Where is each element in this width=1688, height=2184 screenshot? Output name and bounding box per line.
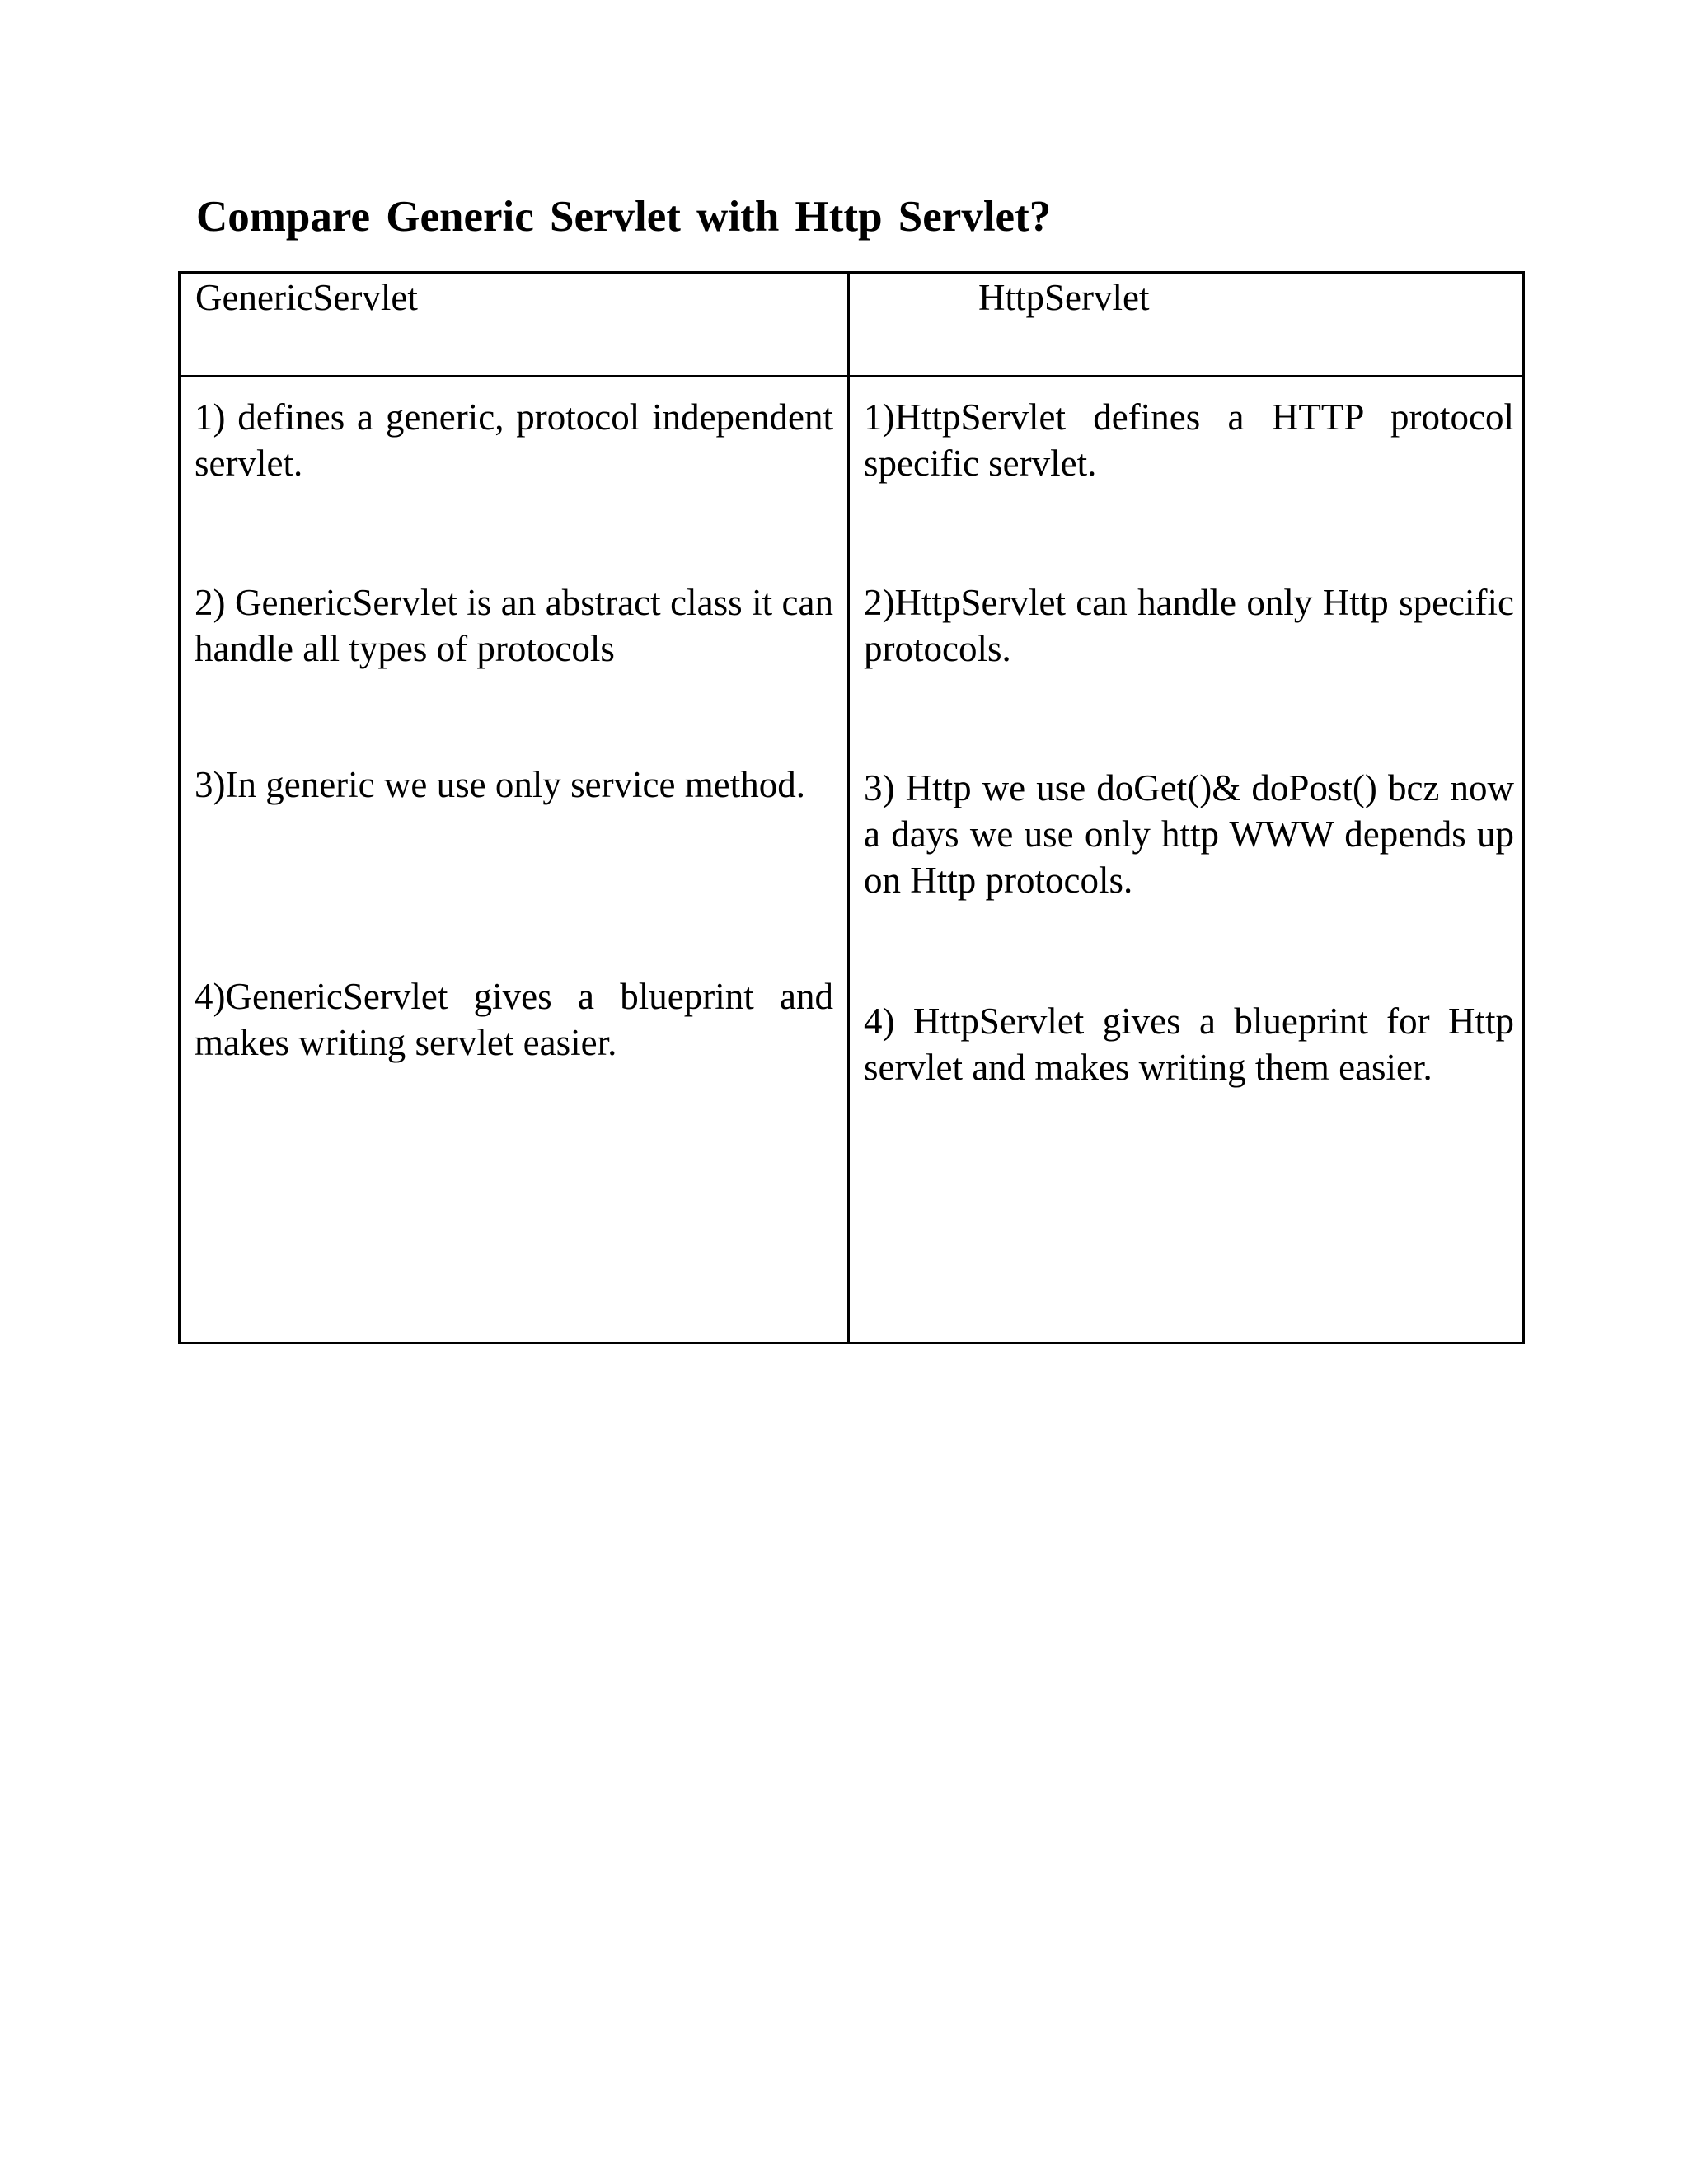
http-point-1: 1)HttpServlet defines a HTTP protocol specific servlet. — [864, 396, 1514, 484]
header-http-servlet: HttpServlet — [849, 273, 1524, 377]
http-point-3: 3) Http we use doGet()& doPost() bcz now a days we use only http WWW depends up on Http protocols. — [864, 767, 1514, 901]
http-servlet-cell — [849, 377, 1524, 1343]
generic-point-4: 4)GenericServlet gives a blueprint and makes writing servlet easier. — [195, 976, 833, 1063]
header-generic-servlet: GenericServlet — [180, 273, 849, 377]
generic-point-2: 2) GenericServlet is an abstract class it can handle all types of protocols — [195, 582, 833, 669]
table-content-row — [180, 377, 1524, 1343]
http-point-2: 2)HttpServlet can handle only Http specific protocols. — [864, 582, 1514, 669]
table-header-row — [180, 273, 1524, 377]
generic-point-3: 3)In generic we use only service method. — [195, 764, 805, 805]
generic-servlet-cell — [180, 377, 849, 1343]
comparison-table — [178, 271, 1525, 1344]
http-point-4: 4) HttpServlet gives a blueprint for Http servlet and makes writing them easier. — [864, 1001, 1514, 1088]
generic-point-1: 1) defines a generic, protocol independent servlet. — [195, 396, 833, 484]
page-title: Compare Generic Servlet with Http Servlet? — [196, 193, 1052, 241]
